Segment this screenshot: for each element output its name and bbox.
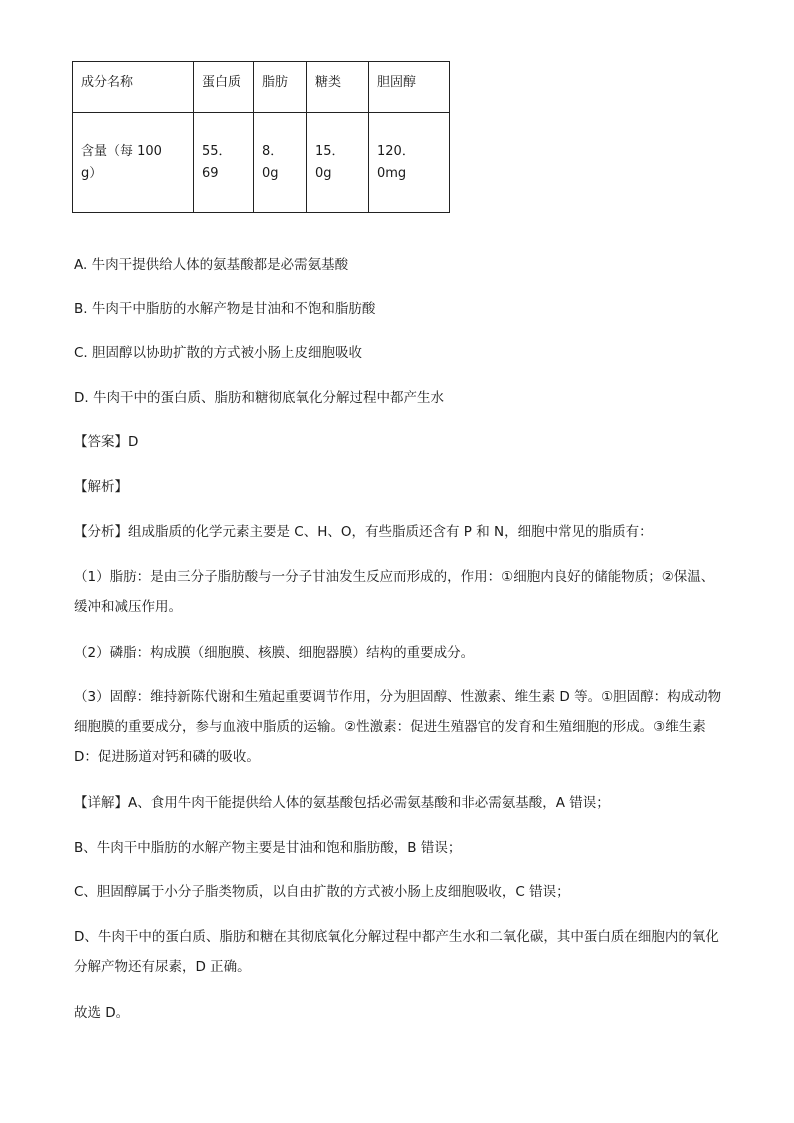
table-row-label xyxy=(73,113,194,213)
analysis-point-1: （1）脂肪：是由三分子脂肪酸与一分子甘油发生反应而形成的，作用：①细胞内良好的储能物质；②保温、缓冲和减压作用。 xyxy=(74,569,715,615)
table-cell: 15．0g xyxy=(307,113,369,213)
nutrition-table xyxy=(72,61,450,213)
conclusion: 故选 D。 xyxy=(74,1005,130,1021)
analysis-point-2: （2）磷脂：构成膜（细胞膜、核膜、细胞器膜）结构的重要成分。 xyxy=(74,645,475,661)
table-header-cell: 脂肪 xyxy=(254,62,307,113)
analysis-heading: 【解析】 xyxy=(74,479,128,495)
analysis-point-3: （3）固醇：维持新陈代谢和生殖起重要调节作用，分为胆固醇、性激素、维生素 D 等。①胆固醇：构成动物细胞膜的重要成分，参与血液中脂质的运输。②性激素：促进生殖器官的发育和生殖细胞的形成。③维生素 D：促进肠道对钙和磷的吸收。 xyxy=(74,689,722,765)
detail-a: 【详解】A、食用牛肉干能提供给人体的氨基酸包括必需氨基酸和非必需氨基酸，A 错误； xyxy=(74,795,610,811)
option-c: C. 胆固醇以协助扩散的方式被小肠上皮细胞吸收 xyxy=(74,345,363,361)
row-label-line: 含量（每 100 xyxy=(81,143,162,159)
table-cell: 8．0g xyxy=(254,113,307,213)
detail-d: D、牛肉干中的蛋白质、脂肪和糖在其彻底氧化分解过程中都产生水和二氧化碳，其中蛋白质在细胞内的氧化分解产物还有尿素，D 正确。 xyxy=(74,929,719,975)
table-header-cell: 成分名称 xyxy=(73,62,194,113)
analysis-intro: 【分析】组成脂质的化学元素主要是 C、H、O，有些脂质还含有 P 和 N，细胞中常见的脂质有： xyxy=(74,524,653,540)
table-header-cell: 蛋白质 xyxy=(194,62,254,113)
table-header-cell: 胆固醇 xyxy=(369,62,450,113)
table-cell: 55．69 xyxy=(194,113,254,213)
row-label-line: g） xyxy=(81,165,103,181)
table-header-row xyxy=(73,62,450,113)
option-d: D. 牛肉干中的蛋白质、脂肪和糖彻底氧化分解过程中都产生水 xyxy=(74,390,444,406)
table-cell: 120．0mg xyxy=(369,113,450,213)
answer-line: 【答案】D xyxy=(74,434,139,450)
detail-c: C、胆固醇属于小分子脂类物质，以自由扩散的方式被小肠上皮细胞吸收，C 错误； xyxy=(74,884,570,900)
option-a: A. 牛肉干提供给人体的氨基酸都是必需氨基酸 xyxy=(74,257,349,273)
table-row xyxy=(73,113,450,213)
detail-b: B、牛肉干中脂肪的水解产物主要是甘油和饱和脂肪酸，B 错误； xyxy=(74,840,462,856)
option-b: B. 牛肉干中脂肪的水解产物是甘油和不饱和脂肪酸 xyxy=(74,301,376,317)
table-header-cell: 糖类 xyxy=(307,62,369,113)
